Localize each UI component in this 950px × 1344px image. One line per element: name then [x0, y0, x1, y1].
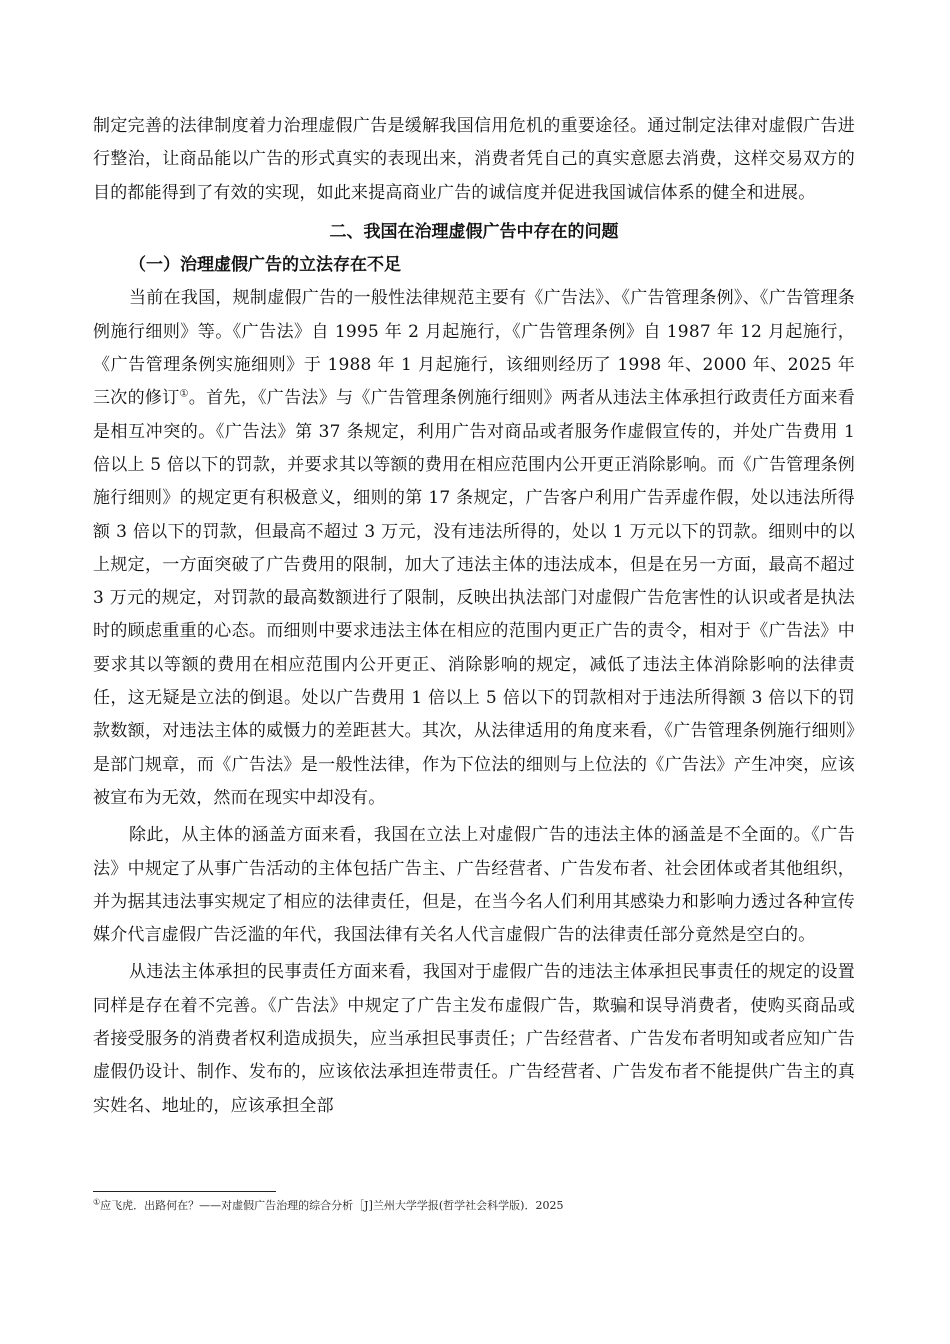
body-paragraph-1-part1: 当前在我国，规制虚假广告的一般性法律规范主要有《广告法》、《广告管理条例》、《广告管理条例施行细则》等。《广告法》自 1995 年 2 月起施行，《广告管理条例》自 1987 年 12 月起施行，《广告管理条例实施细则》于 1988 年 1 月起施行，该细则经历了 1998 年、2000 年、2025 年三次的修订 [93, 288, 855, 409]
footnote-reference[interactable]: ① [179, 388, 189, 400]
body-paragraph-2: 除此，从主体的涵盖方面来看，我国在立法上对虚假广告的违法主体的涵盖是不全面的。《广告法》中规定了从事广告活动的主体包括广告主、广告经营者、广告发布者、社会团体或者其他组织，并为据其违法事实规定了相应的法律责任，但是，在当今名人们利用其感染力和影响力透过各种宣传媒介代言虚假广告泛滥的年代，我国法律有关名人代言虚假广告的法律责任部分竟然是空白的。 [93, 825, 855, 946]
footnote [93, 1198, 855, 1214]
footnote-marker: ① [93, 1197, 101, 1207]
intro-paragraph: 制定完善的法律制度着力治理虚假广告是缓解我国信用危机的重要途径。通过制定法律对虚假广告进行整治，让商品能以广告的形式真实的表现出来，消费者凭自己的真实意愿去消费，这样交易双方的目的都能得到了有效的实现，如此来提高商业广告的诚信度并促进我国诚信体系的健全和进展。 [93, 116, 855, 203]
body-paragraph-1 [93, 282, 855, 815]
subsection-heading: （一）治理虚假广告的立法存在不足 [129, 255, 401, 276]
footnote-divider [93, 1191, 276, 1192]
document-page [93, 110, 855, 1123]
section-heading: 二、我国在治理虚假广告中存在的问题 [329, 221, 619, 242]
body-paragraph-1-part2: 。首先，《广告法》与《广告管理条例施行细则》两者从违法主体承担行政责任方面来看是相互冲突的。《广告法》第 37 条规定，利用广告对商品或者服务作虚假宣传的，并处广告费用 1 倍以上 5 倍以下的罚款，并要求其以等额的费用在相应范围内公开更正消除影响。而《广告管理条例施行细则》的规定更有积极意义，细则的第 17 条规定，广告客户利用广告弄虚作假，处以违法所得额 3 倍以下的罚款，但最高不超过 3 万元，没有违法所得的，处以 1 万元以下的罚款。细则中的以上规定，一方面突破了广告费用的限制，加大了违法主体的违法成本，但是在另一方面，最高不超过 3 万元的规定，对罚款的最高数额进行了限制，反映出执法部门对虚假广告危害性的认识或者是执法时的顾虑重重的心态。而细则中要求违法主体在相应的范围内更正广告的责令，相对于《广告法》中要求其以等额的费用在相应范围内公开更正、消除影响的规定，减低了违法主体消除影响的法律责任，这无疑是立法的倒退。处以广告费用 1 倍以上 5 倍以下的罚款相对于违法所得额 3 倍以下的罚款数额，对违法主体的威慑力的差距甚大。其次，从法律适用的角度来看，《广告管理条例施行细则》是部门规章，而《广告法》是一般性法律，作为下位法的细则与上位法的《广告法》产生冲突，应该被宣布为无效，然而在现实中却没有。 [93, 388, 855, 808]
footnote-text: 应飞虎．出路何在？——对虚假广告治理的综合分析［J]兰州大学学报(哲学社会科学版)．2025 [100, 1199, 564, 1212]
body-paragraph-3: 从违法主体承担的民事责任方面来看，我国对于虚假广告的违法主体承担民事责任的规定的设置同样是存在着不完善。《广告法》中规定了广告主发布虚假广告，欺骗和误导消费者，使购买商品或者接受服务的消费者权利造成损失，应当承担民事责任；广告经营者、广告发布者明知或者应知广告虚假仍设计、制作、发布的，应该依法承担连带责任。广告经营者、广告发布者不能提供广告主的真实姓名、地址的，应该承担全部 [93, 962, 855, 1116]
